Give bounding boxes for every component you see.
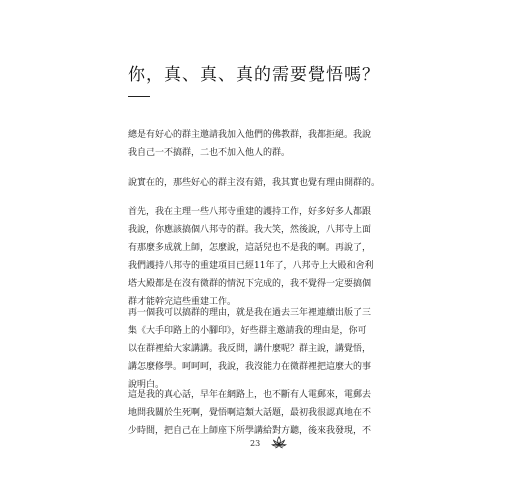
text-line: 有那麼多成就上師，怎麼說，這話兒也不是我的啊。再說了， xyxy=(128,243,372,253)
text-line: 講怎麼修學。呵呵呵，我說，我沒能力在微群裡把這麼大的事 xyxy=(128,362,372,372)
text-line: 塔大殿都是在沒有微群的情況下完成的，我不覺得一定要搞個 xyxy=(128,279,372,289)
paragraph-3 xyxy=(128,203,398,311)
title-underline xyxy=(128,96,150,97)
paragraph-5 xyxy=(128,386,398,440)
text-line: 總是有好心的群主邀請我加入他們的佛教群，我都拒絕。我說 xyxy=(128,130,372,140)
text-line: 地問我關於生死啊，覺悟啊這類大話題，最初我很認真地在不 xyxy=(128,408,372,418)
text-line: 我說，你應該搞個八邦寺的群。我大笑，然後說，八邦寺上面 xyxy=(128,225,372,235)
text-line: 再一個我可以搞群的理由，就是我在過去三年裡連續出版了三 xyxy=(128,308,372,318)
text-line: 以在群裡給大家講講。我反問，講什麼呢？群主說，講覺悟， xyxy=(128,344,372,354)
page-number: 23 xyxy=(250,439,261,448)
text-line: 我自己一不搞群，二也不加入他人的群。 xyxy=(128,148,291,158)
paragraph-1 xyxy=(128,126,398,162)
text-line: 我們護持八邦寺的重建項目已經11年了，八邦寺上大殿和舍利 xyxy=(128,261,374,271)
text-line: 群才能幹完這些重建工作。 xyxy=(128,297,237,307)
paragraph-2 xyxy=(128,174,398,192)
text-line: 首先，我在主理一些八邦寺重建的護持工作，好多好多人都跟 xyxy=(128,207,372,217)
text-line: 集《大手印路上的小腳印》，好些群主邀請我的理由是，你可 xyxy=(128,326,367,336)
paragraph-4 xyxy=(128,304,398,394)
text-line: 這是我的真心話，早年在網路上，也不斷有人電郵來，電郵去 xyxy=(128,390,372,400)
chapter-title: 你，真、真、真的需要覺悟嗎？ xyxy=(128,65,380,85)
flower-icon xyxy=(270,434,288,452)
text-line: 說明白。 xyxy=(128,380,165,390)
text-line: 說實在的，那些好心的群主沒有錯，我其實也覺有理由開群的。 xyxy=(128,178,381,188)
text-line: 少時間，把自己在上師座下所學講給對方聽，後來我發現，不 xyxy=(128,426,372,436)
